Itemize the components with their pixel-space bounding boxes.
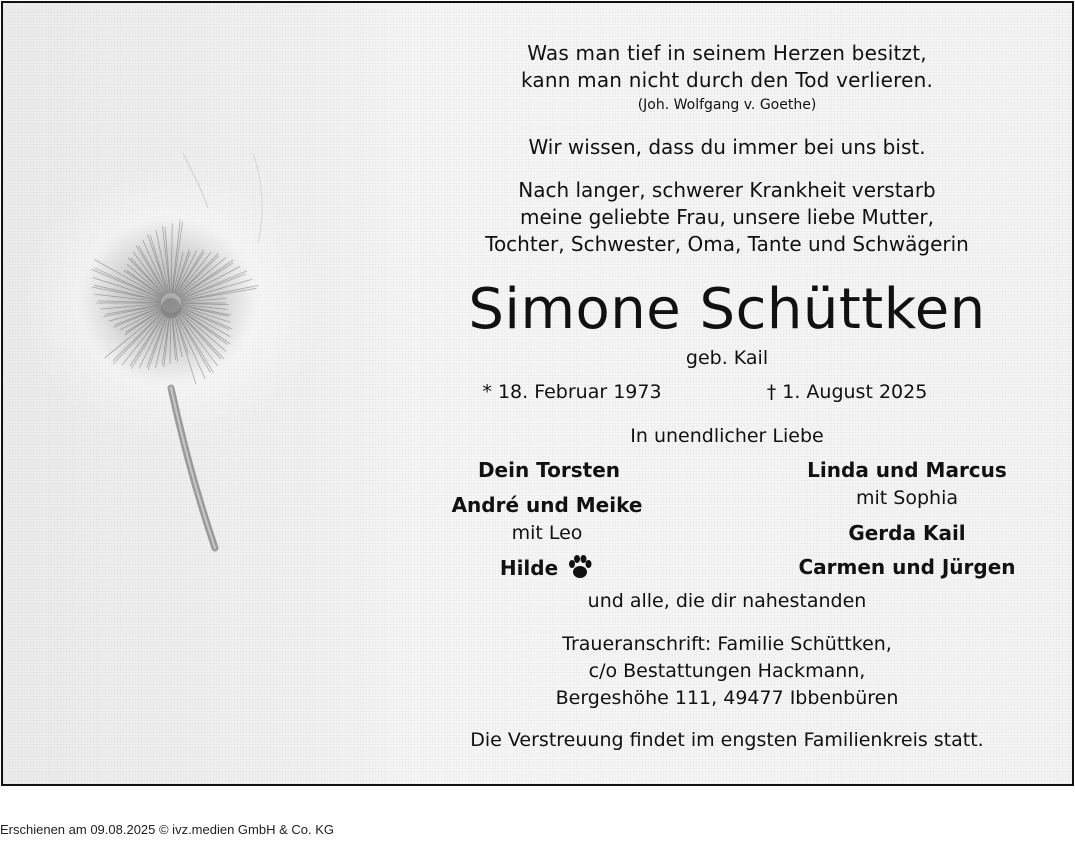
announcement-line-1: Nach langer, schwerer Krankheit verstarb (518, 178, 936, 202)
maiden-name: geb. Kail (685, 347, 769, 369)
obituary-notice (1, 1, 1074, 786)
mourner-left-1: Dein Torsten (477, 458, 621, 482)
mourner-right-1: Linda und Marcus (807, 458, 1007, 482)
mourner-left-3 (397, 553, 697, 586)
birth-date: * 18. Februar 1973 (482, 381, 662, 403)
love-line: In unendlicher Liebe (630, 425, 824, 447)
quote-line-2: kann man nicht durch den Tod verlieren. (520, 68, 934, 92)
mourner-left-2-sub: mit Leo (511, 522, 583, 544)
announcement-line-3: Tochter, Schwester, Oma, Tante und Schwägerin (485, 232, 969, 256)
closing-line: Die Verstreuung findet im engsten Familienkreis statt. (470, 729, 984, 751)
address-line-2: c/o Bestattungen Hackmann, (588, 660, 866, 682)
address-line-1: Traueranschrift: Familie Schüttken, (562, 633, 892, 655)
mourner-right-1-sub: mit Sophia (856, 487, 958, 509)
announcement-line-2: meine geliebte Frau, unsere liebe Mutter, (519, 205, 934, 229)
paw-print-icon (566, 553, 594, 586)
death-date: † 1. August 2025 (766, 381, 928, 403)
mourner-right-2: Gerda Kail (848, 521, 966, 545)
mourner-left-3-name: Hilde (499, 556, 559, 580)
mourner-right-3: Carmen und Jürgen (798, 555, 1016, 579)
publication-footer: Erschienen am 09.08.2025 © ivz.medien GmbH & Co. KG (0, 822, 335, 837)
presence-line: Wir wissen, dass du immer bei uns bist. (528, 135, 926, 159)
mourner-left-2: André und Meike (451, 493, 643, 517)
address-line-3: Bergeshöhe 111, 49477 Ibbenbüren (555, 687, 899, 709)
others-line: und alle, die dir nahestanden (587, 590, 867, 612)
quote-author: (Joh. Wolfgang v. Goethe) (637, 97, 817, 113)
deceased-name: Simone Schüttken (468, 277, 986, 342)
quote-line-1: Was man tief in seinem Herzen besitzt, (527, 41, 927, 65)
dandelion-illustration (3, 3, 443, 784)
